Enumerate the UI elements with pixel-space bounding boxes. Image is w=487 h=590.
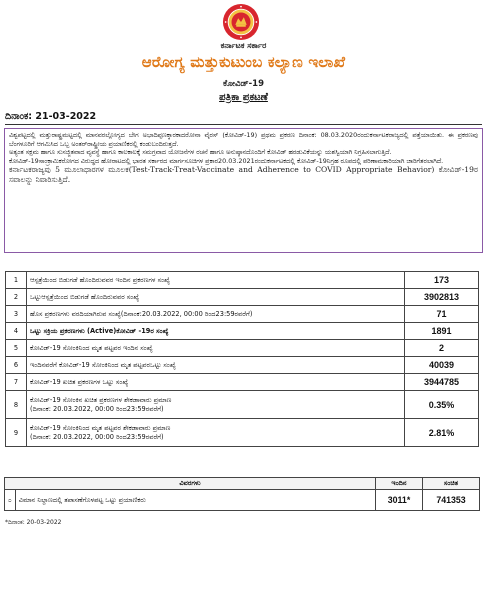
row-label: ಒಟ್ಟು ಸಕ್ರಿಯ ಪ್ರಕರಣಗಳು (Active)ಕೋವಿಡ್ -19ರ ಸಂಖ್ಯೆ bbox=[27, 323, 405, 340]
header-today: ಇಂದಿನ bbox=[376, 478, 423, 490]
row-number: 9 bbox=[6, 419, 27, 447]
table-row bbox=[6, 374, 479, 391]
row-label: ಆಸ್ಪತ್ರೆಯಿಂದ ಬಿಡುಗಡೆ ಹೊಂದಿರುವವರ ಇಂದಿನ ಪ್ರಕರಣಗಳ ಸಂಖ್ಯೆ bbox=[27, 272, 405, 289]
divider bbox=[5, 124, 482, 125]
table-row bbox=[6, 340, 479, 357]
table-row bbox=[6, 357, 479, 374]
row-number: 4 bbox=[6, 323, 27, 340]
row-value: 71 bbox=[405, 306, 479, 323]
row-value: 2.81% bbox=[405, 419, 479, 447]
intro-box bbox=[4, 128, 483, 253]
row-label: ಒಟ್ಟುಆಸ್ಪತ್ರೆಯಿಂದ ಬಿಡುಗಡೆ ಹೊಂದಿರುವವರ ಸಂಖ್ಯೆ bbox=[27, 289, 405, 306]
row-label-line: ಕೋವಿಡ್-19 ಸೋಂಕಿನ ಖಚಿತ ಪ್ರಕರಣಗಳ ಶೇಕಡಾವಾರು ಪ್ರಮಾಣ bbox=[30, 395, 172, 404]
row-label: ಕೋವಿಡ್-19 ಖಚಿತ ಪ್ರಕರಣಗಳ ಒಟ್ಟು ಸಂಖ್ಯೆ bbox=[27, 374, 405, 391]
table-row bbox=[5, 490, 480, 511]
department-title: ಆರೋಗ್ಯ ಮತ್ತುಕುಟುಂಬ ಕಲ್ಯಾಣ ಇಲಾಖೆ bbox=[141, 53, 346, 71]
row-number: 3 bbox=[6, 306, 27, 323]
intro-paragraph: ಅತ್ಯಂತ ಸಕ್ಷಮ ಹಾಗೂ ಸುಸಜ್ಜಿತವಾದ ವ್ಯವಸ್ಥೆ ಹಾಗೂ ಕಾಲಕಾಲಕ್ಕೆ ಸಮಗ್ರವಾದ ಯೋಜನೆಗಳ ರಚನೆ ಹಾಗೂ ಅನುಷ್ಠಾನದೊಂದಿಗೆ ಕೋವಿಡ್ ಹರಡುವಿಕೆಯನ್ನು ಯಶಸ್ವಿಯಾಗಿ ನಿಗ್ರಹಿಸಲಾಗುತ್ತಿದೆ. bbox=[9, 148, 392, 157]
row-label-period: (ದಿನಾಂಕ: 20.03.2022, 00:00 ರಿಂದ23:59ರವರೆಗೆ) bbox=[30, 404, 164, 413]
row-label: ಹೊಸ ಪ್ರಕರಣಗಳು ವರದಿಯಾಗಿರುವ ಸಂಖ್ಯೆ(ದಿನಾಂಕ:20.03.2022, 00:00 ರಿಂದ23:59ರವರೆಗೆ) bbox=[27, 306, 405, 323]
row-value: 0.35% bbox=[405, 391, 479, 419]
row-label: ಇಂದಿನವರೆಗೆ ಕೋವಿಡ್-19 ಸೋಂಕಿನಿಂದ ಮೃತ ಪಟ್ಟವರಒಟ್ಟು ಸಂಖ್ಯೆ bbox=[27, 357, 405, 374]
covid-stats-table bbox=[5, 271, 479, 447]
table-row bbox=[6, 419, 479, 447]
table-row bbox=[6, 306, 479, 323]
row-label: ಕೋವಿಡ್-19 ಸೋಂಕಿನಿಂದ ಮೃತ ಪಟ್ಟವರ ಇಂದಿನ ಸಂಖ್ಯೆ bbox=[27, 340, 405, 357]
row-label-line: ಕೋವಿಡ್-19 ಸೋಂಕಿನಿಂದ ಮೃತ ಪಟ್ಟವರ ಶೇಕಡಾವಾರು ಪ್ರಮಾಣ bbox=[30, 423, 171, 432]
row-number: 1 bbox=[6, 272, 27, 289]
intro-paragraph: ಕೋವಿಡ್-19ಸಾಂಕ್ರಾಮಿಕರೋಗದ ವಿರುದ್ಧದ ಹೋರಾಟದಲ್ಲಿ ಭಾರತ ಸರ್ಕಾರದ ಮಾರ್ಗಸೂಚಿಗಳ ಪ್ರಕಾರ20.03.2021ರಂದುಕರ್ನಾಟಕದಲ್ಲಿ ಕೋವಿಡ್-19ನಿಗ್ರಹ ರೂಪದಲ್ಲಿ ಪರಿಣಾಮಕಾರಿಯಾಗಿ ಜಾರಿಗೆತರಲಾಗಿದೆ. bbox=[9, 156, 444, 165]
airport-screening-table bbox=[4, 477, 480, 511]
row-value: 3944785 bbox=[405, 374, 479, 391]
press-release-heading bbox=[0, 92, 487, 103]
row-number: 6 bbox=[6, 357, 27, 374]
header-cumulative: ಸಂಚಿತ bbox=[423, 478, 480, 490]
row-value: 2 bbox=[405, 340, 479, 357]
intro-paragraph: ವಿಶ್ವಪಟ್ಟದಲ್ಲಿ ಮತ್ತುರಾಷ್ಟ್ರಮಟ್ಟದಲ್ಲಿ ಮಾನವರಲ್ಲೋಗ್ಯದ ಬೇಗ ಅಭಾದಿಪ್ಪಣಕ್ಕಾರಕಾದರೋನಾ ವೈರಸ್ (ಕೋವಿಡ್-19) ಪ್ರಥಮ ಪ್ರಕರಣ ದಿನಾಂಕ: 08.03.2020ರಂದುಕರ್ನಾಟಕರಾಜ್ಯದಲ್ಲಿ ಪತ್ತೆಯಾಯಿತು. ಈ ಪ್ರಕರಣವು ಬೆಂಗಳೂರಿಗೆ ಆಗಮಿಸಿದ ಒಬ್ಬ ಅಂತರ್‌ರಾಷ್ಟ್ರೀಯ ಪ್ರಯಾಣಿಕರಲ್ಲಿ ಕಂಡುಬಂದಿರುತ್ತದೆ. bbox=[9, 131, 478, 148]
row-value: 40039 bbox=[405, 357, 479, 374]
subject-heading: ಕೋವಿಡ್-19 bbox=[222, 79, 265, 89]
row-label bbox=[27, 391, 405, 419]
table-header-row bbox=[5, 478, 480, 490]
table-row bbox=[6, 323, 479, 340]
table-row bbox=[6, 272, 479, 289]
row-value: 3902813 bbox=[405, 289, 479, 306]
row-number: 5 bbox=[6, 340, 27, 357]
press-release-label: ಪತ್ರಿಕಾ ಪ್ರಕಟಣೆ bbox=[219, 92, 268, 103]
table-row bbox=[6, 289, 479, 306]
cumulative-value: 741353 bbox=[423, 490, 480, 511]
intro-paragraph: ಕರ್ನಾಟಕರಾಜ್ಯವು 5 ಮೂಲಾಧಾರಗಳ ಮೂಲಕ(Test-Track-Treat-Vaccinate and Adherence to COVID Appropriate Behavior) ಕೋವಿಡ್-19ರ ಸವಾಲನ್ನು ನಿವಾರಿಸುತ್ತಿದೆ. bbox=[9, 165, 478, 184]
row-label: ವಿಮಾನ ನಿಲ್ದಾಣದಲ್ಲಿ ತಪಾಸಣೆಗೊಳಪಟ್ಟ ಒಟ್ಟು ಪ್ರಯಾಣಿಕರು bbox=[15, 490, 375, 511]
row-number: 7 bbox=[6, 374, 27, 391]
row-number: 8 bbox=[6, 391, 27, 419]
footnote: *ದಿನಾಂಕ: 20-03-2022 bbox=[5, 519, 62, 526]
table-row bbox=[6, 391, 479, 419]
government-title: ಕರ್ನಾಟಕ ಸರ್ಕಾರ bbox=[220, 41, 267, 50]
karnataka-emblem-icon bbox=[222, 3, 260, 41]
header-details: ವಿವರಗಳು bbox=[5, 478, 376, 490]
row-value: 1891 bbox=[405, 323, 479, 340]
today-value: 3011* bbox=[376, 490, 423, 511]
row-number: ೦ bbox=[5, 490, 16, 511]
row-number: 2 bbox=[6, 289, 27, 306]
release-date: ದಿನಾಂಕ: 21-03-2022 bbox=[5, 111, 97, 122]
row-label-period: (ದಿನಾಂಕ: 20.03.2022, 00:00 ರಿಂದ23:59ರವರೆಗೆ) bbox=[30, 432, 164, 441]
row-value: 173 bbox=[405, 272, 479, 289]
row-label bbox=[27, 419, 405, 447]
